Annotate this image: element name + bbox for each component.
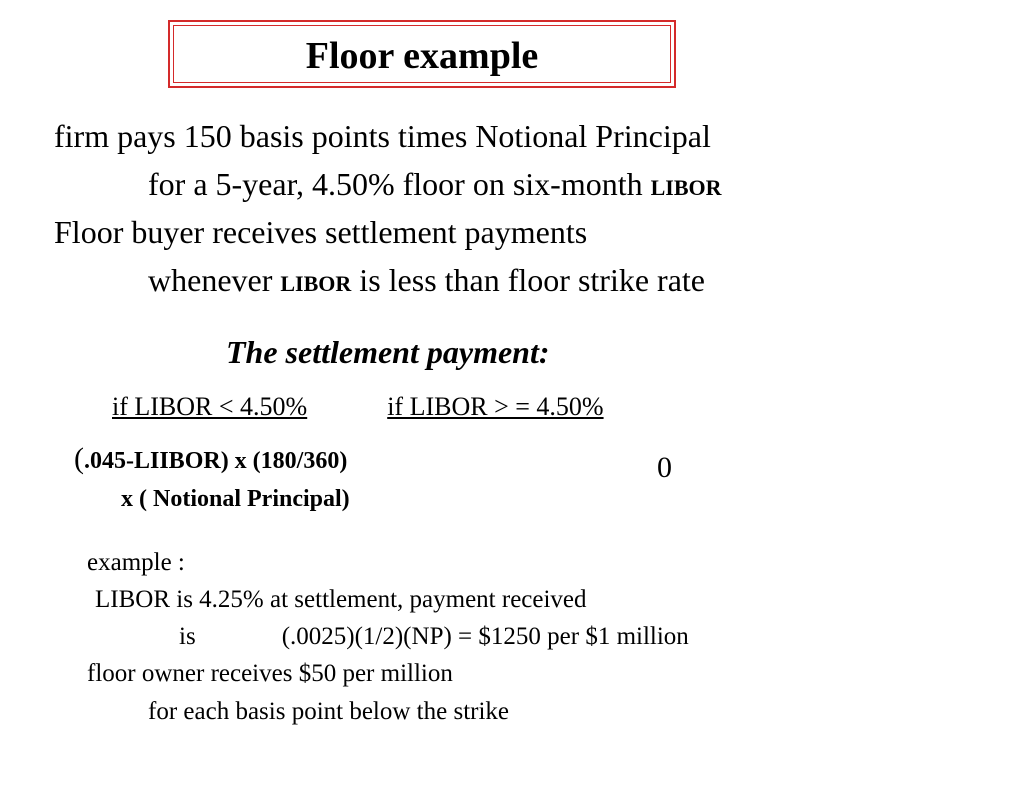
intro-line-4-libor: LIBOR: [280, 271, 352, 296]
example-line-4: for each basis point below the strike: [148, 698, 510, 725]
condition-below: if LIBOR < 4.50%: [112, 392, 308, 421]
formula-line-2: x ( Notional Principal): [121, 486, 350, 512]
intro-line-4-post: is less than floor strike rate: [359, 262, 705, 298]
condition-row: [112, 392, 604, 422]
intro-line-2-text: for a 5-year, 4.50% floor on six-month: [148, 166, 643, 202]
intro-line-2: [148, 165, 722, 207]
intro-line-4-pre: whenever: [148, 262, 273, 298]
formula-line-1-text: .045-LIIBOR) x (180/360): [84, 448, 348, 474]
example-line-2-is: is: [179, 623, 196, 650]
example-line-3: floor owner receives $50 per million: [87, 660, 453, 687]
formula-open-paren: (: [74, 442, 84, 475]
intro-line-1: firm pays 150 basis points times Notional Principal: [54, 118, 711, 154]
example-line-1: LIBOR is 4.25% at settlement, payment received: [95, 586, 587, 613]
slide-title: Floor example: [305, 35, 539, 77]
intro-line-4: [148, 261, 705, 303]
intro-line-3: Floor buyer receives settlement payments: [54, 214, 588, 250]
example-line-2: [179, 622, 689, 652]
payment-above-strike: 0: [657, 451, 672, 484]
settlement-heading: The settlement payment:: [226, 334, 550, 370]
example-label: example :: [87, 549, 185, 576]
intro-line-2-libor: LIBOR: [650, 175, 722, 200]
example-line-2-calc: (.0025)(1/2)(NP) = $1250 per $1 million: [281, 623, 689, 650]
formula-line-1: [74, 444, 347, 476]
condition-above: if LIBOR > = 4.50%: [387, 392, 604, 421]
title-box: [168, 20, 676, 88]
